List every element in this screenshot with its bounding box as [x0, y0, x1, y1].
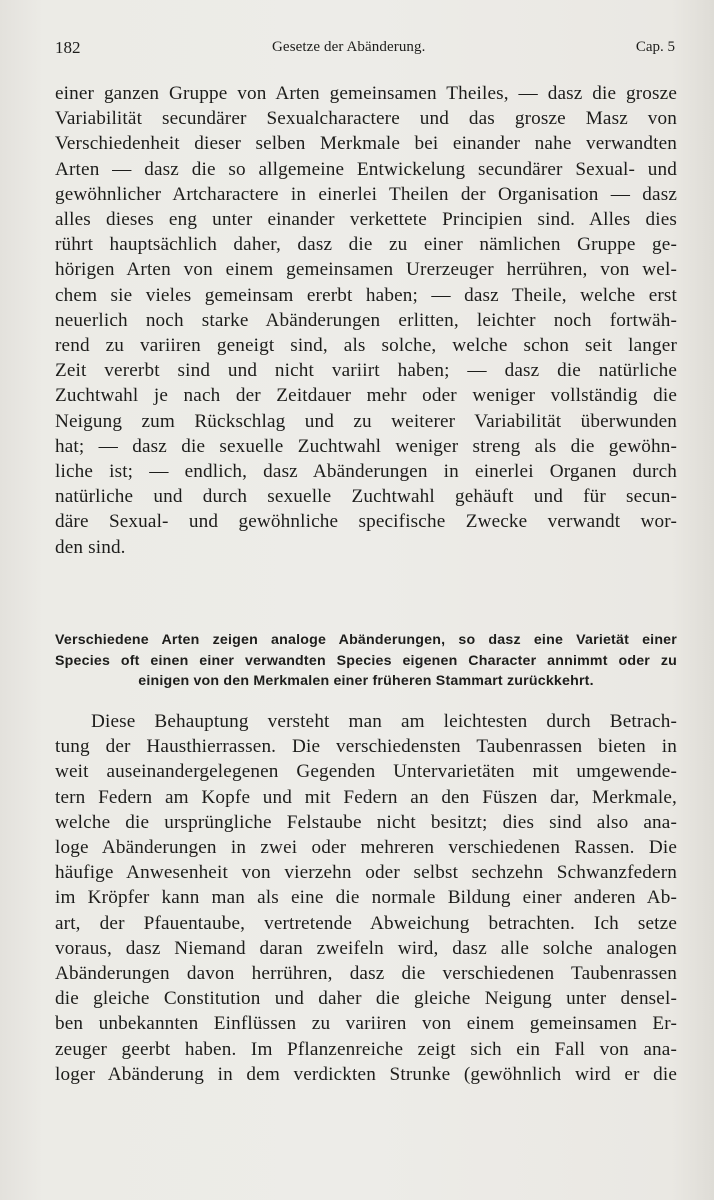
- section-heading: [55, 630, 677, 692]
- text-line: art, der Pfauentaube, vertretende Abweichung betrachten. Ich setze: [55, 912, 677, 934]
- paragraph-1: [55, 81, 677, 560]
- text-line: die gleiche Constitution und daher die gleiche Neigung unter densel-: [55, 988, 677, 1010]
- text-line: zeuger geerbt haben. Im Pflanzenreiche zeigt sich ein Fall von ana-: [55, 1038, 677, 1060]
- text-line: loger Abänderung in dem verdickten Strunke (gewöhnlich wird er die: [55, 1063, 677, 1085]
- text-line: ben unbekannten Einflüssen zu variiren von einem gemeinsamen Er-: [55, 1013, 677, 1035]
- text-line: gewöhnlicher Artcharactere in einerlei Theilen der Organisation — dasz: [55, 183, 677, 205]
- text-line: tern Federn am Kopfe und mit Federn an den Füszen dar, Merkmale,: [55, 786, 677, 808]
- paragraph-2: [55, 709, 677, 1087]
- text-line: Abänderungen davon herrühren, dasz die verschiedenen Taubenrassen: [55, 963, 677, 985]
- text-line: alles dieses eng unter einander verkettete Principien sind. Alles dies: [55, 209, 677, 231]
- text-line: chem sie vieles gemeinsam ererbt haben; — dasz Theile, welche erst: [55, 284, 677, 306]
- text-line: liche ist; — endlich, dasz Abänderungen in einerlei Organen durch: [55, 461, 677, 483]
- heading-line: einigen von den Merkmalen einer früheren Stammart zurückkehrt.: [138, 673, 594, 689]
- text-line: däre Sexual- und gewöhnliche specifische Zwecke verwandt wor-: [55, 511, 677, 533]
- text-line: loge Abänderungen in zwei oder mehreren verschiedenen Rassen. Die: [55, 837, 677, 859]
- text-line: welche die ursprüngliche Felstaube nicht besitzt; dies sind also ana-: [55, 811, 677, 833]
- chapter-label: Cap. 5: [635, 39, 675, 55]
- text-line: hat; — dasz die sexuelle Zuchtwahl weniger streng als die gewöhn-: [55, 435, 677, 457]
- text-line: voraus, dasz Niemand daran zweifeln wird, dasz alle solche analogen: [55, 937, 677, 959]
- text-line: natürliche und durch sexuelle Zuchtwahl gehäuft und für secun-: [55, 486, 677, 508]
- heading-line: Verschiedene Arten zeigen analoge Abänderungen, so dasz eine Varietät einer: [55, 632, 677, 648]
- text-line: weit auseinandergelegenen Gegenden Untervarietäten mit umgewende-: [55, 761, 677, 783]
- text-line: Arten — dasz die so allgemeine Entwickelung secundärer Sexual- und: [55, 158, 677, 180]
- page-header: [55, 38, 675, 64]
- text-line: hörigen Arten von einem gemeinsamen Urerzeuger herrühren, von wel-: [55, 259, 677, 281]
- text-line: häufige Anwesenheit von vierzehn oder selbst sechzehn Schwanzfedern: [55, 862, 677, 884]
- text-line: Verschiedenheit dieser selben Merkmale bei einander nahe verwandten: [55, 133, 677, 155]
- text-line: Zeit vererbt sind und nicht variirt haben; — dasz die natürliche: [55, 360, 677, 382]
- text-line: im Kröpfer kann man als eine die normale Bildung einer anderen Ab-: [55, 887, 677, 909]
- text-line: Diese Behauptung versteht man am leichtesten durch Betrach-: [91, 711, 677, 732]
- text-line: rührt hauptsächlich daher, dasz die zu einer nämlichen Gruppe ge-: [55, 234, 677, 256]
- running-title: Gesetze der Abänderung.: [272, 39, 426, 55]
- text-line: Neigung zum Rückschlag und zu weiterer Variabilität überwunden: [55, 410, 677, 432]
- page-number: 182: [55, 38, 81, 57]
- heading-line: Species oft einen einer verwandten Species eigenen Character annimmt oder zu: [55, 652, 677, 669]
- text-line: den sind.: [55, 536, 126, 558]
- text-line: rend zu variiren geneigt sind, als solche, welche schon seit langer: [55, 335, 677, 357]
- text-line: Zuchtwahl je nach der Zeitdauer mehr oder weniger vollständig die: [55, 385, 677, 407]
- text-line: einer ganzen Gruppe von Arten gemeinsamen Theiles, — dasz die grosze: [55, 83, 677, 104]
- text-line: tung der Hausthierrassen. Die verschiedensten Taubenrassen bieten in: [55, 736, 677, 758]
- text-line: Variabilität secundärer Sexualcharactere und das grosze Masz von: [55, 108, 677, 130]
- text-line: neuerlich noch starke Abänderungen erlitten, leichter noch fortwäh-: [55, 309, 677, 331]
